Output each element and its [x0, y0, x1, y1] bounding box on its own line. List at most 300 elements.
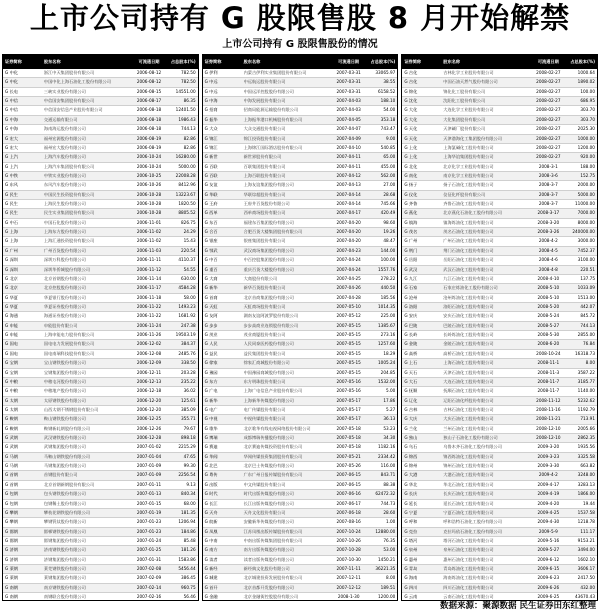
cell-date: 2008-3-7: [538, 182, 558, 188]
cell-code: G 燕化: [404, 210, 418, 216]
table-row: [3, 275, 198, 284]
cell-pct: 76.35: [383, 537, 396, 543]
cell-pct: 3494.00: [577, 547, 595, 553]
cell-pct: 12880.00: [375, 528, 396, 534]
cell-holder: 呼和浩特石油化工股份有限公司: [443, 519, 502, 525]
cell-pct: 125.61: [180, 397, 196, 403]
cell-date: 2007-04-07: [336, 126, 361, 132]
cell-date: 2009-6-26: [537, 584, 560, 590]
cell-holder: 北京燕化石油化工股份有限公司: [443, 210, 502, 216]
cell-pct: 2485.76: [178, 350, 196, 356]
table-row: [3, 256, 198, 265]
cell-code: G 伊利: [204, 70, 218, 75]
cell-holder: 成都博瑞传播股份有限公司: [243, 435, 294, 441]
cell-date: 2007-05-15: [336, 322, 361, 328]
cell-pct: 744.73: [380, 500, 396, 506]
cell-holder: 长庆石油化工股份有限公司: [443, 491, 494, 497]
cell-code: G 九江: [404, 275, 418, 281]
table-row: [402, 471, 597, 480]
header-holder: 股东名称: [443, 59, 461, 64]
table-row: [3, 200, 198, 209]
cell-date: 2008-11-1: [537, 360, 560, 366]
cell-date: 2006-10-26: [136, 182, 162, 188]
cell-date: 2007-10-26: [336, 537, 361, 543]
table-row: [203, 369, 398, 378]
cell-pct: 273.16: [380, 332, 396, 338]
header-code: 证券简称: [5, 59, 22, 64]
cell-holder: 人民同泰医药股份有限公司: [243, 341, 294, 347]
cell-pct: 65.00: [383, 154, 396, 160]
table-row: [203, 453, 398, 462]
cell-code: G 锦西: [404, 453, 418, 459]
cell-date: 2009-4-30: [537, 519, 560, 525]
cell-code: G 仪化: [404, 191, 418, 197]
cell-holder: 延长石油化工股份有限公司: [443, 500, 494, 506]
cell-date: 2007-04-20: [336, 238, 361, 244]
table-row: [402, 284, 597, 293]
table-row: [3, 181, 198, 190]
cell-date: 2008-10-24: [536, 350, 561, 356]
cell-pct: 9.00: [385, 135, 396, 141]
cell-date: 2008-5-10: [537, 285, 560, 291]
cell-pct: 1583.86: [178, 556, 196, 562]
cell-date: 2009-4-20: [537, 500, 560, 506]
cell-code: G 振华: [204, 116, 218, 122]
cell-holder: 天虹商场股份有限公司: [243, 303, 286, 309]
cell-code: G 新经: [204, 566, 218, 572]
cell-code: G 重百: [204, 266, 218, 272]
cell-pct: 4584.28: [178, 285, 196, 291]
cell-date: 2007-10-28: [336, 547, 361, 553]
cell-code: G 上汽: [5, 154, 18, 160]
cell-holder: 鞍山钢铁股份有限公司: [43, 416, 86, 422]
cell-date: 2007-01-13: [136, 491, 162, 497]
table-row: [402, 490, 597, 499]
cell-date: 2007-06-15: [336, 481, 361, 487]
table-row: [402, 537, 597, 546]
table-row: [402, 219, 597, 228]
cell-date: 2008-5-27: [537, 322, 560, 328]
cell-holder: 安庆石油化工股份有限公司: [443, 313, 494, 319]
cell-holder: 上海友谊集团股份有限公司: [243, 182, 294, 188]
cell-pct: 184.86: [180, 528, 196, 534]
header-date: 可流通日期: [338, 59, 360, 64]
table-row: [3, 135, 198, 144]
table-row: [3, 378, 198, 387]
cell-date: 2007-12-12: [336, 584, 361, 590]
table-row: [203, 434, 398, 443]
table-row: [402, 275, 597, 284]
cell-pct: 220.54: [180, 247, 196, 253]
cell-pct: 16280.00: [175, 154, 196, 160]
cell-holder: 北京城建投资发展股份有限公司: [243, 575, 303, 581]
table-row: [402, 565, 597, 574]
cell-pct: 1890.02: [577, 79, 595, 85]
cell-code: G 长岭: [404, 332, 418, 338]
cell-date: 2007-05-12: [336, 313, 361, 319]
cell-holder: 上海振华港口机械股份有限公司: [243, 116, 303, 122]
cell-date: 2007-04-03: [336, 107, 361, 113]
cell-date: 2008-02-27: [536, 70, 561, 75]
cell-pct: 1005.24: [377, 360, 396, 366]
cell-code: G 华闻: [204, 453, 218, 459]
cell-pct: 3100.00: [577, 257, 595, 263]
cell-holder: 华夏证券股份有限公司: [43, 303, 86, 309]
table-row: [203, 294, 398, 303]
cell-pct: 303.70: [580, 116, 595, 122]
table-row: [203, 88, 398, 97]
cell-code: G 申能: [5, 322, 18, 328]
cell-code: G 豫园: [204, 369, 218, 375]
cell-holder: 上海汽车集团股份有限公司: [43, 163, 95, 169]
cell-code: G 南钢: [5, 594, 18, 600]
table-row: [203, 574, 398, 583]
cell-pct: 19503.19: [175, 332, 196, 338]
table-row: [402, 116, 597, 125]
cell-code: G 扬子: [404, 182, 418, 188]
cell-code: G 锦江: [204, 135, 218, 141]
cell-holder: 中国石油天然气股份有限公司: [443, 79, 498, 85]
cell-date: 2008-12-10: [536, 425, 561, 431]
cell-date: 2007-02-16: [136, 594, 162, 600]
cell-code: G 北化: [404, 163, 418, 169]
cell-code: G 大庆: [404, 416, 418, 422]
cell-date: 2006-11-26: [136, 332, 162, 338]
table-subtitle: 上市公司持有 G 股限售股份的情况: [222, 39, 378, 50]
cell-date: 2006-12-09: [136, 360, 162, 366]
cell-pct: 6158.52: [377, 88, 396, 94]
table-row: [402, 209, 597, 218]
cell-code: G 长庆: [404, 491, 418, 497]
cell-date: 2009-6-25: [537, 594, 560, 600]
cell-code: G 首开: [204, 584, 218, 590]
cell-pct: 8.00: [585, 360, 595, 366]
cell-holder: 中国远洋控股股份有限公司: [243, 88, 294, 94]
table-row: [203, 500, 398, 509]
cell-holder: 吉林化学工业股份有限公司: [443, 70, 494, 75]
cell-holder: 独山子石油化工股份有限公司: [443, 435, 498, 441]
cell-pct: 5.27: [385, 406, 396, 412]
cell-code: G 大商: [204, 275, 218, 281]
cell-code: G 天石: [404, 369, 418, 375]
cell-pct: 116.00: [380, 463, 396, 469]
cell-code: G 大众: [204, 126, 218, 132]
cell-code: G 乌石: [404, 444, 418, 450]
cell-date: 2007-03-31: [336, 79, 361, 85]
cell-date: 2009-6-23: [537, 575, 560, 581]
cell-pct: 137.75: [580, 275, 595, 281]
cell-holder: 中南出版传媒集团股份有限公司: [243, 537, 303, 543]
table-row: [402, 369, 597, 378]
cell-code: G 中海: [5, 126, 18, 132]
table-row: [203, 200, 398, 209]
cell-date: 2007-04-09: [336, 135, 361, 141]
table-row: [402, 97, 597, 106]
cell-date: 2007-05-15: [336, 341, 361, 347]
cell-pct: 1206.94: [178, 519, 196, 525]
table-row: [203, 219, 398, 228]
cell-date: 2007-05-10: [336, 303, 361, 309]
cell-date: 2007-01-09: [136, 472, 162, 478]
cell-date: 2008-4-8: [538, 266, 558, 272]
cell-date: 2006-11-12: [136, 266, 162, 272]
table-row: [203, 163, 398, 172]
cell-date: 2007-05-16: [336, 378, 361, 384]
cell-pct: 303.70: [580, 107, 595, 113]
cell-holder: 中国民生投资股份有限公司: [43, 191, 95, 197]
table-row: [203, 584, 398, 593]
cell-code: G 马钢: [5, 453, 18, 459]
cell-pct: 188.10: [380, 98, 396, 104]
cell-pct: 22008.28: [175, 172, 196, 178]
cell-holder: 武汉钢铁股份有限公司: [43, 435, 86, 441]
cell-date: 2008-3-7: [538, 191, 558, 197]
cell-pct: 203.28: [180, 369, 196, 375]
cell-code: G 高桥: [404, 350, 418, 356]
table-row: [3, 294, 198, 303]
cell-pct: 188.00: [580, 163, 595, 169]
cell-date: 2009-3-23: [537, 453, 560, 459]
cell-holder: 北京赛迪传媒投资股份有限公司: [243, 444, 303, 450]
cell-pct: 826.75: [180, 219, 196, 225]
table-row: [402, 340, 597, 349]
cell-date: 2009-5-27: [537, 547, 560, 553]
cell-date: 2007-10-24: [336, 528, 361, 534]
cell-pct: 82.86: [183, 144, 196, 150]
cell-holder: 申能股份有限公司: [43, 322, 78, 328]
cell-holder: 北京首钢新钢股份有限公司: [43, 481, 95, 487]
cell-holder: 青岛炼油化工股份有限公司: [443, 566, 494, 572]
cell-pct: 455.00: [380, 163, 396, 169]
table-row: [203, 415, 398, 424]
cell-date: 2007-05-18: [336, 435, 361, 441]
table-row: [402, 453, 597, 462]
cell-pct: 27.00: [383, 182, 396, 188]
table-row: [402, 387, 597, 396]
cell-holder: 上海申能电力股份有限公司: [43, 332, 95, 338]
cell-code: G 天虹: [204, 303, 218, 309]
table-row: [203, 340, 398, 349]
table-row: [203, 537, 398, 546]
cell-holder: 深圳华侨城股份有限公司: [43, 266, 90, 272]
cell-code: G 北京: [5, 275, 18, 281]
cell-holder: 首钢股份有限公司: [43, 472, 78, 478]
cell-code: G 中海: [204, 98, 218, 104]
cell-pct: 16318.73: [575, 350, 595, 356]
cell-code: G 青岛: [404, 566, 418, 572]
cell-code: G 云南: [404, 594, 418, 600]
cell-date: 2006-08-18: [136, 116, 162, 122]
cell-date: 2007-06-16: [336, 491, 361, 497]
cell-code: G 茂业: [204, 332, 218, 338]
cell-date: 2006-10-28: [136, 210, 162, 216]
cell-date: 2007-01-11: [136, 481, 162, 487]
cell-code: G 城建: [204, 575, 218, 581]
cell-holder: 太原钢铁股份有限公司: [43, 397, 86, 403]
cell-date: 2007-05-17: [336, 406, 361, 412]
cell-holder: 马钢集团股份有限公司: [43, 463, 86, 469]
cell-pct: 1532.00: [377, 378, 396, 384]
cell-holder: 吉林石油化工股份有限公司: [443, 406, 494, 412]
cell-code: G 吉化: [404, 70, 418, 75]
cell-pct: 13223.67: [175, 191, 196, 197]
cell-holder: 天舟文化股份有限公司: [243, 509, 286, 515]
cell-holder: 海南炼油化工股份有限公司: [443, 575, 494, 581]
cell-code: G 辽化: [404, 397, 418, 403]
cell-code: G 茂名: [404, 229, 418, 235]
cell-date: 2007-04-24: [336, 257, 361, 263]
cell-code: G 荆门: [404, 247, 418, 253]
cell-holder: 辽阳石油化纤股份有限公司: [443, 397, 494, 403]
cell-code: G 新华: [204, 397, 218, 403]
table-row: [402, 191, 597, 200]
cell-pct: 1537.58: [577, 509, 595, 515]
cell-date: 2008-02-27: [536, 154, 561, 160]
cell-holder: 徐家汇商城股份有限公司: [243, 360, 290, 366]
cell-holder: 济南钢铁股份有限公司: [43, 547, 86, 553]
cell-code: G 宝钢: [5, 369, 18, 375]
table-row: [3, 462, 198, 471]
cell-holder: 北京化学工业股份有限公司: [443, 163, 494, 169]
cell-code: G 宁夏: [404, 509, 418, 515]
cell-pct: 1513.00: [577, 294, 595, 300]
cell-code: G 宏大: [5, 135, 18, 141]
cell-pct: 442.07: [580, 303, 595, 309]
cell-code: G 广州: [5, 247, 18, 253]
cell-holder: 长岭炼油化工股份有限公司: [443, 332, 494, 338]
cell-date: 2006-10-24: [136, 154, 162, 160]
cell-holder: 中百控股集团股份有限公司: [243, 257, 294, 263]
table-row: [3, 556, 198, 565]
cell-holder: 王府井百货股份有限公司: [243, 201, 290, 207]
cell-holder: 金陵石油化工股份有限公司: [443, 341, 494, 347]
cell-date: 2007-05-16: [336, 388, 361, 394]
cell-code: G 巴陵: [404, 322, 418, 328]
cell-pct: 2855.00: [577, 332, 595, 338]
cell-date: 2009-4-2: [538, 472, 558, 478]
header-code: 证券简称: [204, 59, 222, 64]
table-row: [203, 471, 398, 480]
cell-pct: 36221.35: [375, 566, 396, 572]
cell-code: G 岳阳: [404, 257, 418, 263]
cell-date: 2006-11-24: [136, 322, 162, 328]
table-row: [3, 209, 198, 218]
cell-pct: 2025.30: [577, 126, 595, 132]
cell-date: 2007-04-14: [336, 201, 361, 207]
cell-holder: 安徽新华传媒股份有限公司: [243, 519, 294, 525]
cell-code: G 博瑞: [204, 435, 218, 441]
cell-holder: 电广传媒股份有限公司: [243, 406, 286, 412]
cell-pct: 53.23: [383, 425, 396, 431]
cell-holder: 深圳万科股份有限公司: [43, 257, 86, 263]
table-row: [3, 125, 198, 134]
cell-code: G 兰化: [404, 425, 418, 431]
table-row: [3, 219, 198, 228]
cell-code: G 镇海: [404, 219, 418, 225]
table-panel-3: [401, 54, 598, 601]
table-row: [402, 443, 597, 452]
cell-holder: 大商股份有限公司: [243, 275, 278, 281]
table-row: [3, 490, 198, 499]
cell-holder: 三峡实业股份有限公司: [43, 88, 86, 94]
table-row: [3, 546, 198, 555]
cell-holder: 重庆百货大楼股份有限公司: [243, 266, 294, 272]
cell-pct: 278.22: [380, 275, 396, 281]
cell-pct: 54.55: [183, 266, 196, 272]
cell-pct: 744.13: [580, 322, 595, 328]
cell-pct: 189.51: [380, 584, 396, 590]
source-note: 数据来源：聚源数据 民生证券田东红整理: [440, 601, 596, 611]
cell-pct: 19.26: [383, 229, 396, 235]
table-row: [3, 397, 198, 406]
cell-pct: 3248.00: [577, 472, 595, 478]
table-body: [203, 69, 398, 601]
cell-pct: 28.60: [383, 509, 396, 515]
cell-holder: 广东广州日报传媒股份有限公司: [243, 472, 303, 478]
cell-pct: 420.49: [380, 210, 396, 216]
table-row: [203, 125, 398, 134]
table-row: [203, 322, 398, 331]
table-row: [3, 340, 198, 349]
cell-date: 2007-05-21: [336, 453, 361, 459]
cell-code: G 招商: [204, 107, 218, 113]
table-panel-2: [202, 54, 399, 601]
cell-date: 2006-12-18: [136, 388, 162, 394]
cell-code: G 天舟: [204, 509, 218, 515]
cell-pct: 2000.00: [577, 182, 595, 188]
cell-code: G 安庆: [404, 313, 418, 319]
table-row: [3, 565, 198, 574]
table-row: [402, 481, 597, 490]
cell-holder: 塔河石油化工股份有限公司: [443, 537, 494, 543]
cell-holder: 福州宏源股份有限公司: [43, 135, 86, 141]
table-row: [402, 135, 597, 144]
cell-holder: 上海石油化工股份有限公司: [443, 360, 494, 366]
cell-holder: 上海汇通投资股份有限公司: [43, 238, 95, 244]
cell-date: 2007-05-15: [336, 369, 361, 375]
cell-date: 2006-12-25: [136, 416, 162, 422]
table-row: [402, 462, 597, 471]
cell-pct: 782.50: [180, 79, 196, 85]
cell-code: G 武钢: [5, 444, 18, 450]
cell-code: G 邯钢: [5, 537, 18, 543]
cell-date: 2007-04-20: [336, 219, 361, 225]
cell-holder: 茂业商厦股份有限公司: [243, 332, 286, 338]
cell-holder: 高桥石油化工股份有限公司: [443, 350, 494, 356]
cell-date: 2007-01-15: [136, 500, 162, 506]
cell-holder: 兰州石油化工股份有限公司: [443, 425, 494, 431]
table-row: [3, 481, 198, 490]
cell-holder: 步步高商业连锁股份有限公司: [243, 322, 299, 328]
table-row: [203, 284, 398, 293]
table-row: [203, 331, 398, 340]
cell-date: 2006-08-12: [136, 70, 162, 75]
cell-holder: 莱芜钢铁股份有限公司: [43, 566, 86, 572]
cell-holder: 宁夏石油化工股份有限公司: [443, 509, 494, 515]
cell-date: 2007-04-13: [336, 182, 361, 188]
cell-holder: 新世界股份有限公司: [243, 154, 282, 160]
cell-date: 2006-08-19: [136, 144, 162, 150]
cell-pct: 152.75: [580, 172, 595, 178]
cell-pct: 1033.09: [577, 285, 595, 291]
cell-date: 2006-11-01: [136, 219, 162, 225]
cell-holder: 银座集团股份有限公司: [243, 238, 286, 244]
cell-date: 2007-01-02: [136, 444, 162, 450]
cell-date: 2008-6-20: [537, 341, 560, 347]
cell-date: 2009-6-15: [537, 566, 560, 572]
cell-date: 2008-5-10: [537, 294, 560, 300]
cell-holder: 大连石油化工股份有限公司: [443, 378, 494, 384]
